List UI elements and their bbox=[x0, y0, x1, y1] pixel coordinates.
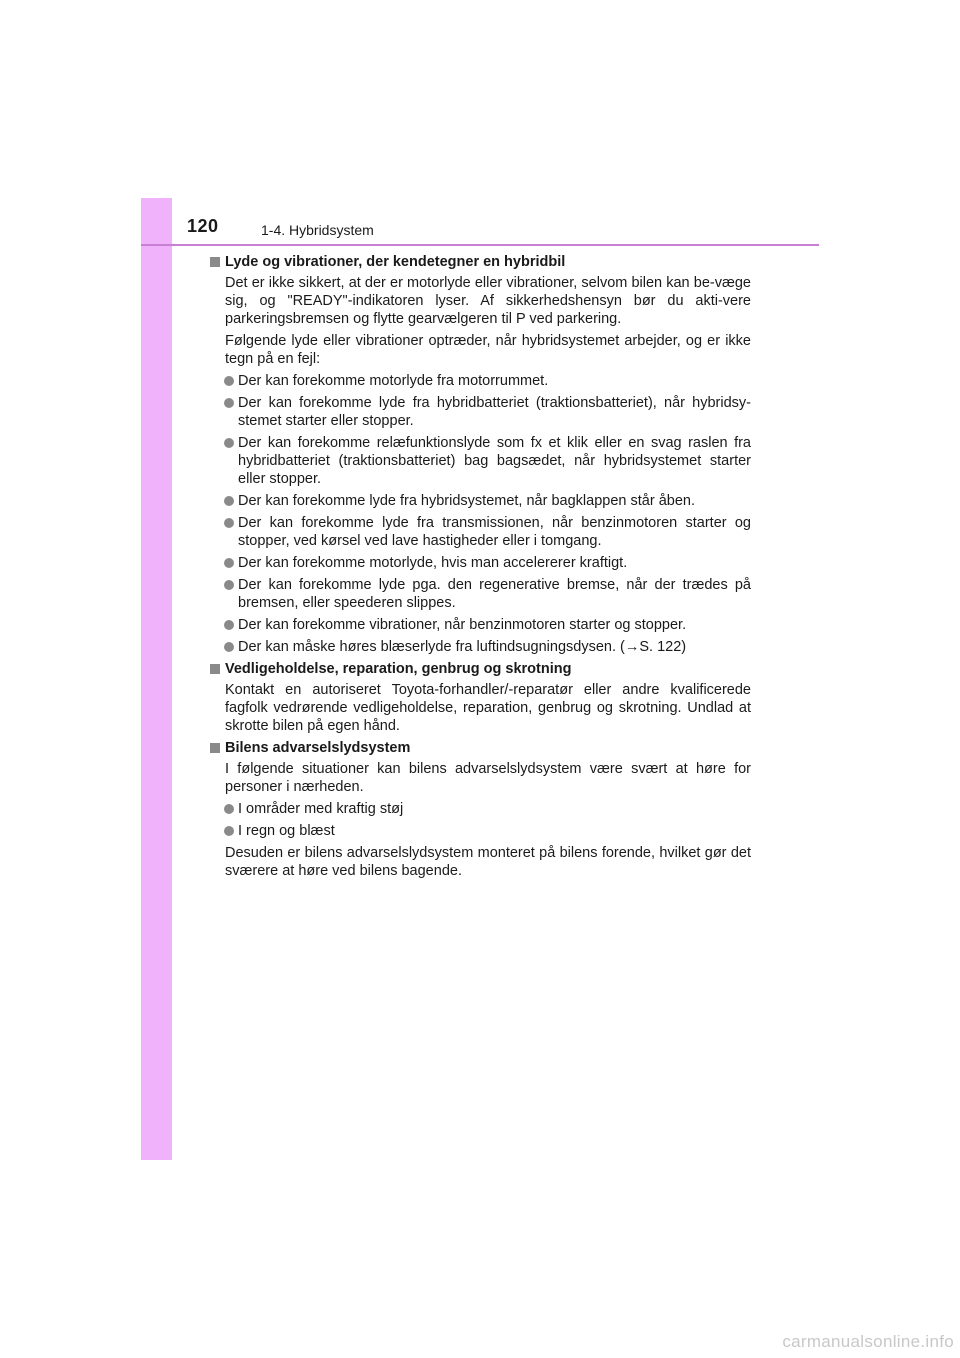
list-item bbox=[209, 554, 751, 572]
square-bullet-icon bbox=[210, 664, 220, 674]
list-item-text: Der kan forekomme motorlyde fra motorrummet. bbox=[238, 373, 549, 389]
round-bullet-icon bbox=[224, 558, 234, 568]
round-bullet-icon bbox=[224, 496, 234, 506]
round-bullet-icon bbox=[224, 642, 234, 652]
round-bullet-icon bbox=[224, 398, 234, 408]
list-item bbox=[209, 576, 751, 612]
paragraph: Følgende lyde eller vibrationer optræder, når hybridsystemet arbejder, og er ikke tegn på en fejl: bbox=[225, 333, 751, 367]
list-item-text: I regn og blæst bbox=[238, 823, 335, 839]
list-item bbox=[209, 616, 751, 634]
list-item-text: Der kan forekomme vibrationer, når benzinmotoren starter og stopper. bbox=[238, 617, 687, 633]
paragraph: I følgende situationer kan bilens advarselslydsystem være svært at høre for personer i nærheden. bbox=[225, 761, 751, 795]
round-bullet-icon bbox=[224, 376, 234, 386]
list-item-text: Der kan forekomme lyde pga. den regenerative bremse, når der trædes på bremsen, eller speederen slippes. bbox=[238, 577, 751, 611]
round-bullet-icon bbox=[224, 804, 234, 814]
watermark: carmanualsonline.info bbox=[782, 1332, 954, 1351]
page-content bbox=[209, 253, 751, 884]
header-rule bbox=[141, 244, 819, 246]
list-item-text: Der kan forekomme lyde fra transmissionen, når benzinmotoren starter og stopper, ved kørsel ved lave hastigheder eller i tomgang. bbox=[238, 515, 751, 549]
list-item-text: Der kan forekomme lyde fra hybridsystemet, når bagklappen står åben. bbox=[238, 493, 695, 509]
paragraph: Kontakt en autoriseret Toyota-forhandler/-reparatør eller andre kvalificerede fagfolk vedrørende vedligeholdelse, reparation, genbrug og skrotning. Undlad at skrotte bilen på egen hånd. bbox=[225, 682, 751, 734]
section-heading-text: Lyde og vibrationer, der kendetegner en hybridbil bbox=[225, 254, 566, 270]
square-bullet-icon bbox=[210, 743, 220, 753]
list-item bbox=[209, 394, 751, 430]
list-item bbox=[209, 514, 751, 550]
side-color-band bbox=[141, 198, 172, 1160]
list-item bbox=[209, 492, 751, 510]
round-bullet-icon bbox=[224, 580, 234, 590]
section-heading bbox=[209, 660, 751, 678]
list-item bbox=[209, 372, 751, 390]
list-item bbox=[209, 434, 751, 488]
section-heading bbox=[209, 739, 751, 757]
list-item-text: Der kan måske høres blæserlyde fra luftindsugningsdysen. (→S. 122) bbox=[238, 639, 687, 655]
section-heading bbox=[209, 253, 751, 271]
list-item-text: Der kan forekomme lyde fra hybridbatteriet (traktionsbatteriet), når hybridsy-stemet starter eller stopper. bbox=[238, 395, 751, 429]
page-number: 120 bbox=[187, 216, 219, 236]
list-item-text: I områder med kraftig støj bbox=[238, 801, 404, 817]
list-item bbox=[209, 800, 751, 818]
round-bullet-icon bbox=[224, 518, 234, 528]
round-bullet-icon bbox=[224, 438, 234, 448]
paragraph: Desuden er bilens advarselslydsystem monteret på bilens forende, hvilket gør det sværere at høre ved bilens bagende. bbox=[225, 845, 751, 879]
section-title: 1-4. Hybridsystem bbox=[261, 222, 374, 238]
paragraph: Det er ikke sikkert, at der er motorlyde eller vibrationer, selvom bilen kan be-væge sig, og "READY"-indikatoren lyser. Af sikkerhedshensyn bør du akti-vere parkeringsbremsen og flytte gearvælgeren til P ved parkering. bbox=[225, 275, 751, 327]
list-item bbox=[209, 638, 751, 656]
round-bullet-icon bbox=[224, 620, 234, 630]
round-bullet-icon bbox=[224, 826, 234, 836]
square-bullet-icon bbox=[210, 257, 220, 267]
list-item-text: Der kan forekomme relæfunktionslyde som fx et klik eller en svag raslen fra hybridbatteriet (traktionsbatteriet) bag bagsædet, når hybridsystemet starter eller stopper. bbox=[238, 435, 751, 487]
section-heading-text: Vedligeholdelse, reparation, genbrug og skrotning bbox=[225, 661, 572, 677]
list-item-text: Der kan forekomme motorlyde, hvis man accelererer kraftigt. bbox=[238, 555, 628, 571]
list-item bbox=[209, 822, 751, 840]
section-heading-text: Bilens advarselslydsystem bbox=[225, 740, 411, 756]
